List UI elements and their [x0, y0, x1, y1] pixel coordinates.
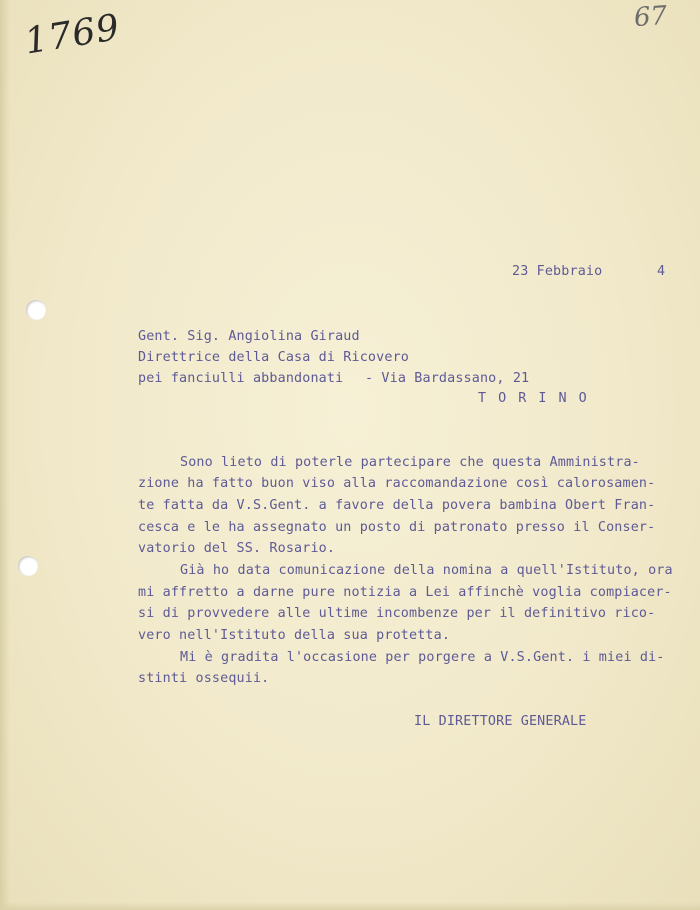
- body-line: cesca e le ha assegnato un posto di patronato presso il Conser-: [138, 520, 656, 535]
- punch-hole-bottom: [18, 556, 38, 576]
- recipient-city: T O R I N O: [478, 391, 589, 406]
- paper-edge-left: [0, 0, 10, 910]
- body-line: stinti ossequii.: [138, 671, 270, 686]
- body-line: vero nell'Istituto della sua protetta.: [138, 628, 451, 643]
- letter-date: 23 Febbraio: [512, 264, 603, 279]
- body-line: te fatta da V.S.Gent. a favore della povera bambina Obert Fran-: [138, 498, 656, 513]
- body-line: Già ho data comunicazione della nomina a quell'Istituto, ora: [180, 563, 673, 578]
- recipient-title: Direttrice della Casa di Ricovero: [138, 350, 409, 365]
- letter-date-suffix: 4: [657, 264, 666, 279]
- body-line: mi affretto a darne pure notizia a Lei affinchè voglia compiacer-: [138, 585, 672, 600]
- recipient-institution: pei fanciulli abbandonati: [138, 371, 344, 386]
- recipient-address: - Via Bardassano, 21: [365, 371, 530, 386]
- handwritten-reference-number: 1769: [22, 7, 123, 63]
- body-line: vatorio del SS. Rosario.: [138, 541, 336, 556]
- body-line: Sono lieto di poterle partecipare che questa Amministra-: [180, 455, 640, 470]
- recipient-name: Gent. Sig. Angiolina Giraud: [138, 329, 360, 344]
- paper-edge-bottom: [0, 902, 700, 910]
- handwritten-folio-number: 67: [632, 0, 669, 34]
- body-line: si di provvedere alle ultime incombenze per il definitivo rico-: [138, 606, 656, 621]
- punch-hole-top: [26, 300, 46, 320]
- signature-block: IL DIRETTORE GENERALE: [414, 714, 587, 729]
- body-line: Mi è gradita l'occasione per porgere a V.S.Gent. i miei di-: [180, 650, 665, 665]
- body-line: zione ha fatto buon viso alla raccomandazione così calorosamen-: [138, 476, 656, 491]
